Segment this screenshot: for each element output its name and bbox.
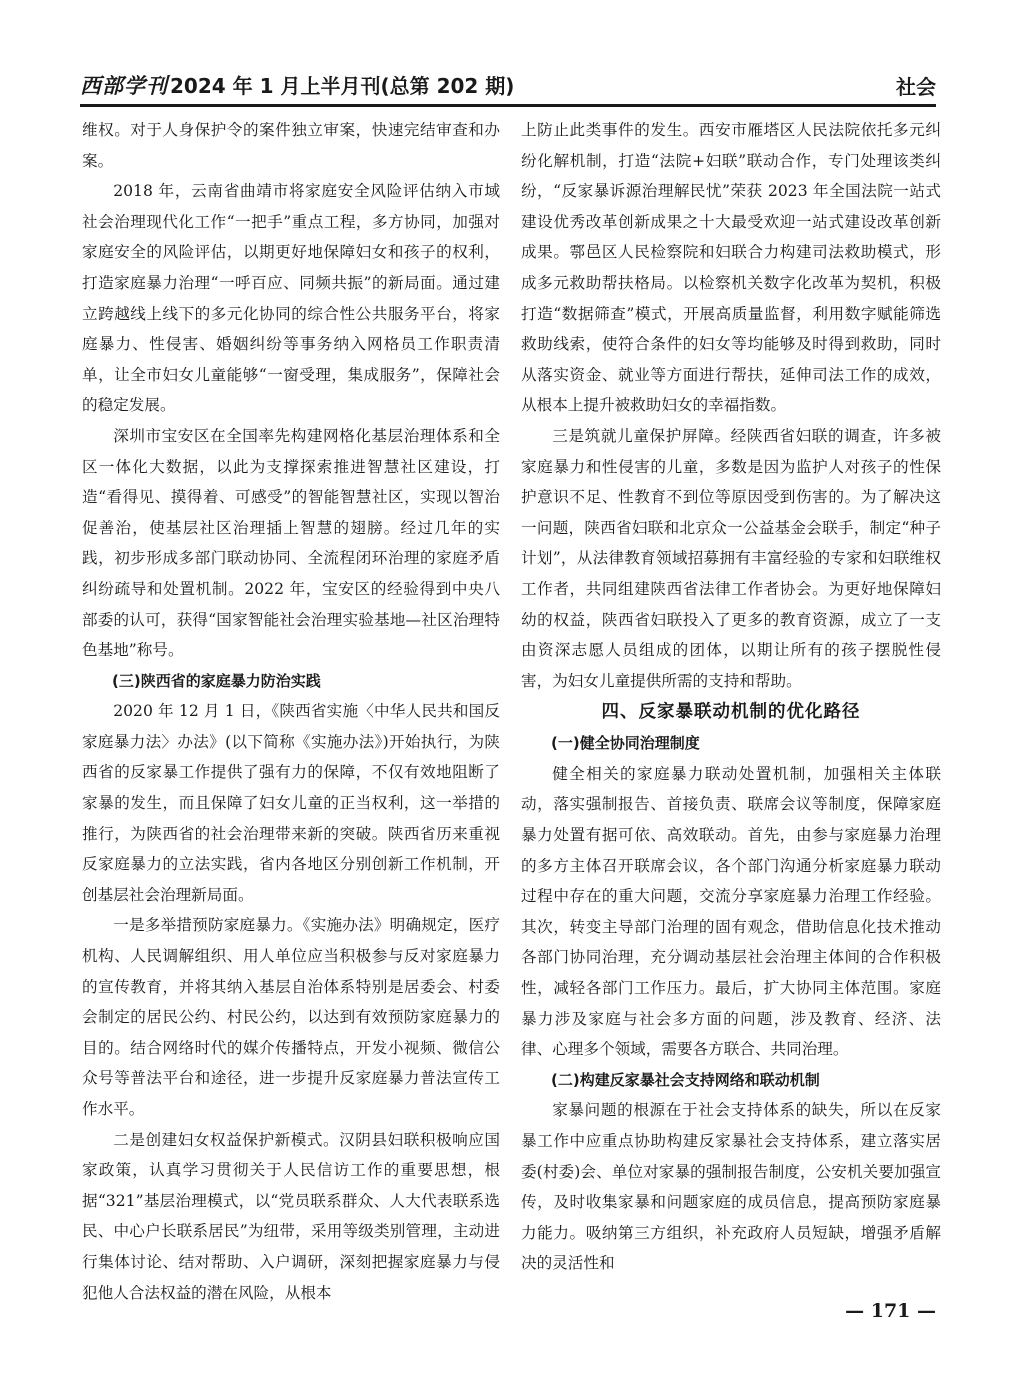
paragraph: 一是多举措预防家庭暴力。《实施办法》明确规定，医疗机构、人民调解组织、用人单位应当积极参与反对家庭暴力的宣传教育，并将其纳入基层自治体系特别是居委会、村委会制定的居民公约、村民公约，以达到有效预防家庭暴力的目的。结合网络时代的媒介传播特点，开发小视频、微信公众号等普法平台和途径，进一步提升反家庭暴力普法宣传工作水平。 [82, 916, 500, 1118]
running-header [80, 66, 936, 107]
journal-masthead [80, 70, 514, 100]
paragraph: 上防止此类事件的发生。西安市雁塔区人民法院依托多元纠纷化解机制，打造“法院+妇联”联动合作，专门处理该类纠纷，“反家暴诉源治理解民忧”荣获 2023 年全国法院一站式建设优秀改革创新成果之十大最受欢迎一站式建设改革创新成果。鄠邑区人民检察院和妇联合力构建司法救助模式，形成多元救助帮扶格局。以检察机关数字化改革为契机，积极打造“数据筛查”模式，开展高质量监督，利用数字赋能筛选救助线索，使符合条件的妇女等均能够及时得到救助，同时从落实资金、就业等方面进行帮扶，延伸司法工作的成效，从根本上提升被救助妇女的幸福指数。 [521, 121, 941, 415]
paragraph: 三是筑就儿童保护屏障。经陕西省妇联的调查，许多被家庭暴力和性侵害的儿童，多数是因为监护人对孩子的性保护意识不足、性教育不到位等原因受到伤害的。为了解决这一问题，陕西省妇联和北京众一公益基金会联手，制定“种子计划”，从法律教育领域招募拥有丰富经验的专家和妇联维权工作者，共同组建陕西省法律工作者协会。为更好地保障妇幼的权益，陕西省妇联投入了更多的教育资源，成立了一支由资深志愿人员组成的团体，以期让所有的孩子摆脱性侵害，为妇女儿童提供所需的支持和帮助。 [521, 426, 941, 690]
paragraph: 2018 年，云南省曲靖市将家庭安全风险评估纳入市域社会治理现代化工作“一把手”重点工程，多方协同，加强对家庭安全的风险评估，以期更好地保障妇女和孩子的权利，打造家庭暴力治理“一呼百应、同频共振”的新局面。通过建立跨越线上线下的多元化协同的综合性公共服务平台，将家庭暴力、性侵害、婚姻纠纷等事务纳入网格员工作职责清单，让全市妇女儿童能够“一窗受理，集成服务”，保障社会的稳定发展。 [82, 182, 500, 415]
issue-info: 2024 年 1 月上半月刊(总第 202 期) [170, 74, 515, 98]
section-name: 社会 [896, 75, 936, 99]
subsection-heading: (一)健全协同治理制度 [551, 734, 700, 753]
paragraph: 维权。对于人身保护令的案件独立审案，快速完结审查和办案。 [82, 121, 500, 170]
subsection-heading: (二)构建反家暴社会支持网络和联动机制 [551, 1070, 820, 1089]
paragraph: 二是创建妇女权益保护新模式。汉阴县妇联积极响应国家政策，认真学习贯彻关于人民信访工作的重要思想，根据“321”基层治理模式，以“党员联系群众、人大代表联系选民、中心户长联系居民”为纽带，采用等级类别管理，主动进行集体讨论、结对帮助、入户调研，深刻把握家庭暴力与侵犯他人合法权益的潜在风险，从根本 [82, 1130, 500, 1302]
page-number: — 171 — [845, 1300, 936, 1322]
paragraph: 家暴问题的根源在于社会支持体系的缺失，所以在反家暴工作中应重点协助构建反家暴社会支持体系，建立落实居委(村委)会、单位对家暴的强制报告制度，公安机关要加强宣传，及时收集家暴和问题家庭的成员信息，提高预防家庭暴力能力。吸纳第三方组织，补充政府人员短缺，增强矛盾解决的灵活性和 [521, 1101, 941, 1273]
paragraph: 健全相关的家庭暴力联动处置机制，加强相关主体联动，落实强制报告、首接负责、联席会议等制度，保障家庭暴力处置有据可依、高效联动。首先，由参与家庭暴力治理的多方主体召开联席会议，各个部门沟通分析家庭暴力联动过程中存在的重大问题，交流分享家庭暴力治理工作经验。其次，转变主导部门治理的固有观念，借助信息化技术推动各部门协同治理，充分调动基层社会治理主体间的合作积极性，减轻各部门工作压力。最后，扩大协同主体范围。家庭暴力涉及家庭与社会多方面的问题，涉及教育、经济、法律、心理多个领域，需要各方联合、共同治理。 [521, 764, 941, 1059]
paragraph: 2020 年 12 月 1 日，《陕西省实施〈中华人民共和国反家庭暴力法〉办法》(以下简称《实施办法》)开始执行，为陕西省的反家暴工作提供了强有力的保障，不仅有效地阻断了家暴的发生，而且保障了妇女儿童的正当权利，这一举措的推行，为陕西省的社会治理带来新的突破。陕西省历来重视反家庭暴力的立法实践，省内各地区分别创新工作机制，开创基层社会治理新局面。 [82, 702, 500, 904]
right-column [521, 115, 941, 1279]
section-heading: 四、反家暴联动机制的优化路径 [601, 702, 861, 723]
left-column [82, 115, 500, 1308]
paragraph: 深圳市宝安区在全国率先构建网格化基层治理体系和全区一体化大数据，以此为支撑探索推进智慧社区建设，打造“看得见、摸得着、可感受”的智能智慧社区，实现以智治促善治，使基层社区治理插上智慧的翅膀。经过几年的实践，初步形成多部门联动协同、全流程闭环治理的家庭矛盾纠纷疏导和处置机制。2022 年，宝安区的经验得到中央八部委的认可，获得“国家智能社会治理实验基地—社区治理特色基地”称号。 [82, 426, 500, 660]
journal-name: 西部学刊 [80, 73, 168, 98]
subsection-heading: (三)陕西省的家庭暴力防治实践 [112, 671, 321, 690]
